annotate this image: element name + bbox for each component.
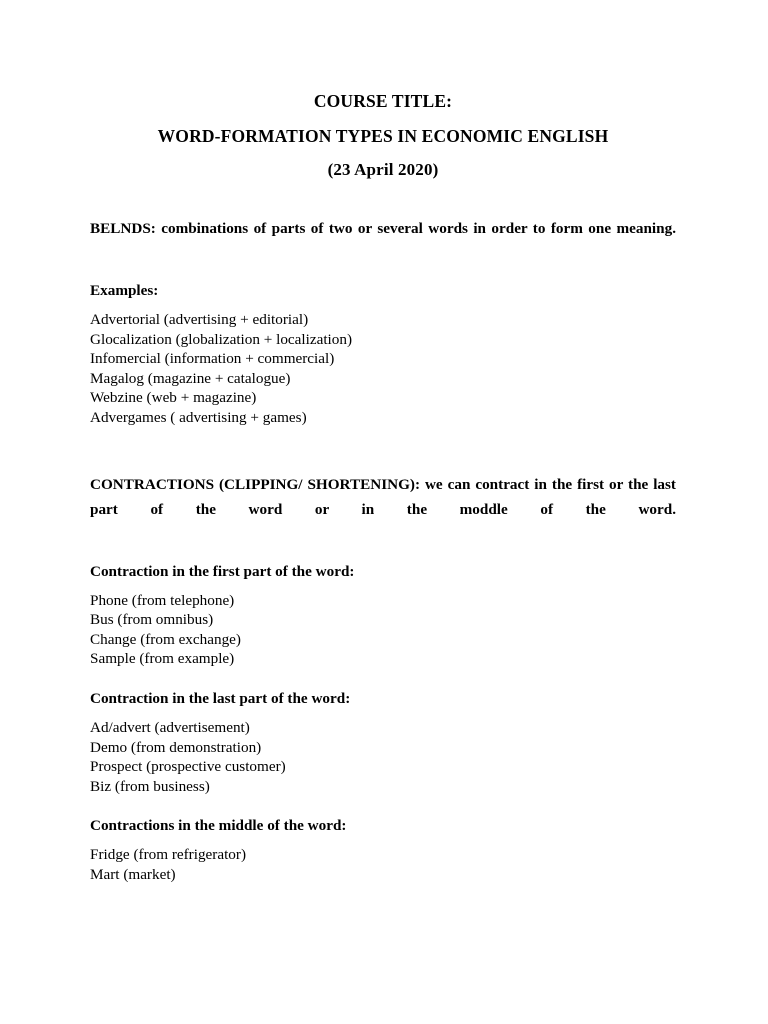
spacer xyxy=(90,710,676,718)
list-item: Change (from exchange) xyxy=(90,630,241,648)
contractions-middle-heading: Contractions in the middle of the word: xyxy=(90,817,347,835)
spacer xyxy=(90,837,676,845)
spacer xyxy=(90,302,676,310)
list-item: Glocalization (globalization + localization) xyxy=(90,330,353,348)
contractions-first-part-list xyxy=(90,591,676,669)
list-item: Mart (market) xyxy=(90,865,176,883)
page-title-line-1: COURSE TITLE: xyxy=(313,91,453,111)
contractions-first-part-heading: Contraction in the first part of the word: xyxy=(90,562,355,580)
list-item: Webzine (web + magazine) xyxy=(90,389,257,407)
spacer xyxy=(90,583,676,591)
list-item: Phone (from telephone) xyxy=(90,591,235,609)
list-item: Infomercial (information + commercial) xyxy=(90,350,335,368)
page-title-date: (23 April 2020) xyxy=(327,160,439,179)
list-item: Advergames ( advertising + games) xyxy=(90,408,307,426)
list-item: Magalog (magazine + catalogue) xyxy=(90,369,291,387)
contractions-last-part-list xyxy=(90,718,676,796)
contractions-definition: CONTRACTIONS (CLIPPING/ SHORTENING): we can contract in the first or the last part of the word or in the moddle of the word. xyxy=(90,475,676,518)
spacer xyxy=(90,266,676,280)
list-item: Biz (from business) xyxy=(90,777,210,795)
contractions-middle-list xyxy=(90,845,676,884)
spacer xyxy=(90,547,676,561)
list-item: Advertorial (advertising + editorial) xyxy=(90,311,309,328)
document-body xyxy=(90,216,676,885)
list-item: Fridge (from refrigerator) xyxy=(90,846,247,864)
list-item: Ad/advert (advertisement) xyxy=(90,718,250,736)
list-item: Sample (from example) xyxy=(90,650,235,668)
spacer xyxy=(90,669,676,688)
blends-examples-list xyxy=(90,310,676,428)
section-blends xyxy=(90,216,676,428)
spacer xyxy=(90,428,676,472)
page-title-line-2: WORD-FORMATION TYPES IN ECONOMIC ENGLISH xyxy=(157,125,609,146)
spacer xyxy=(90,796,676,815)
list-item: Demo (from demonstration) xyxy=(90,738,262,756)
list-item: Bus (from omnibus) xyxy=(90,611,214,629)
list-item: Prospect (prospective customer) xyxy=(90,758,286,776)
title-block xyxy=(90,84,676,188)
section-contractions xyxy=(90,472,676,885)
blends-definition: BELNDS: combinations of parts of two or several words in order to form one meaning. xyxy=(90,220,676,237)
contractions-last-part-heading: Contraction in the last part of the word: xyxy=(90,689,351,707)
blends-examples-heading: Examples: xyxy=(90,282,159,299)
